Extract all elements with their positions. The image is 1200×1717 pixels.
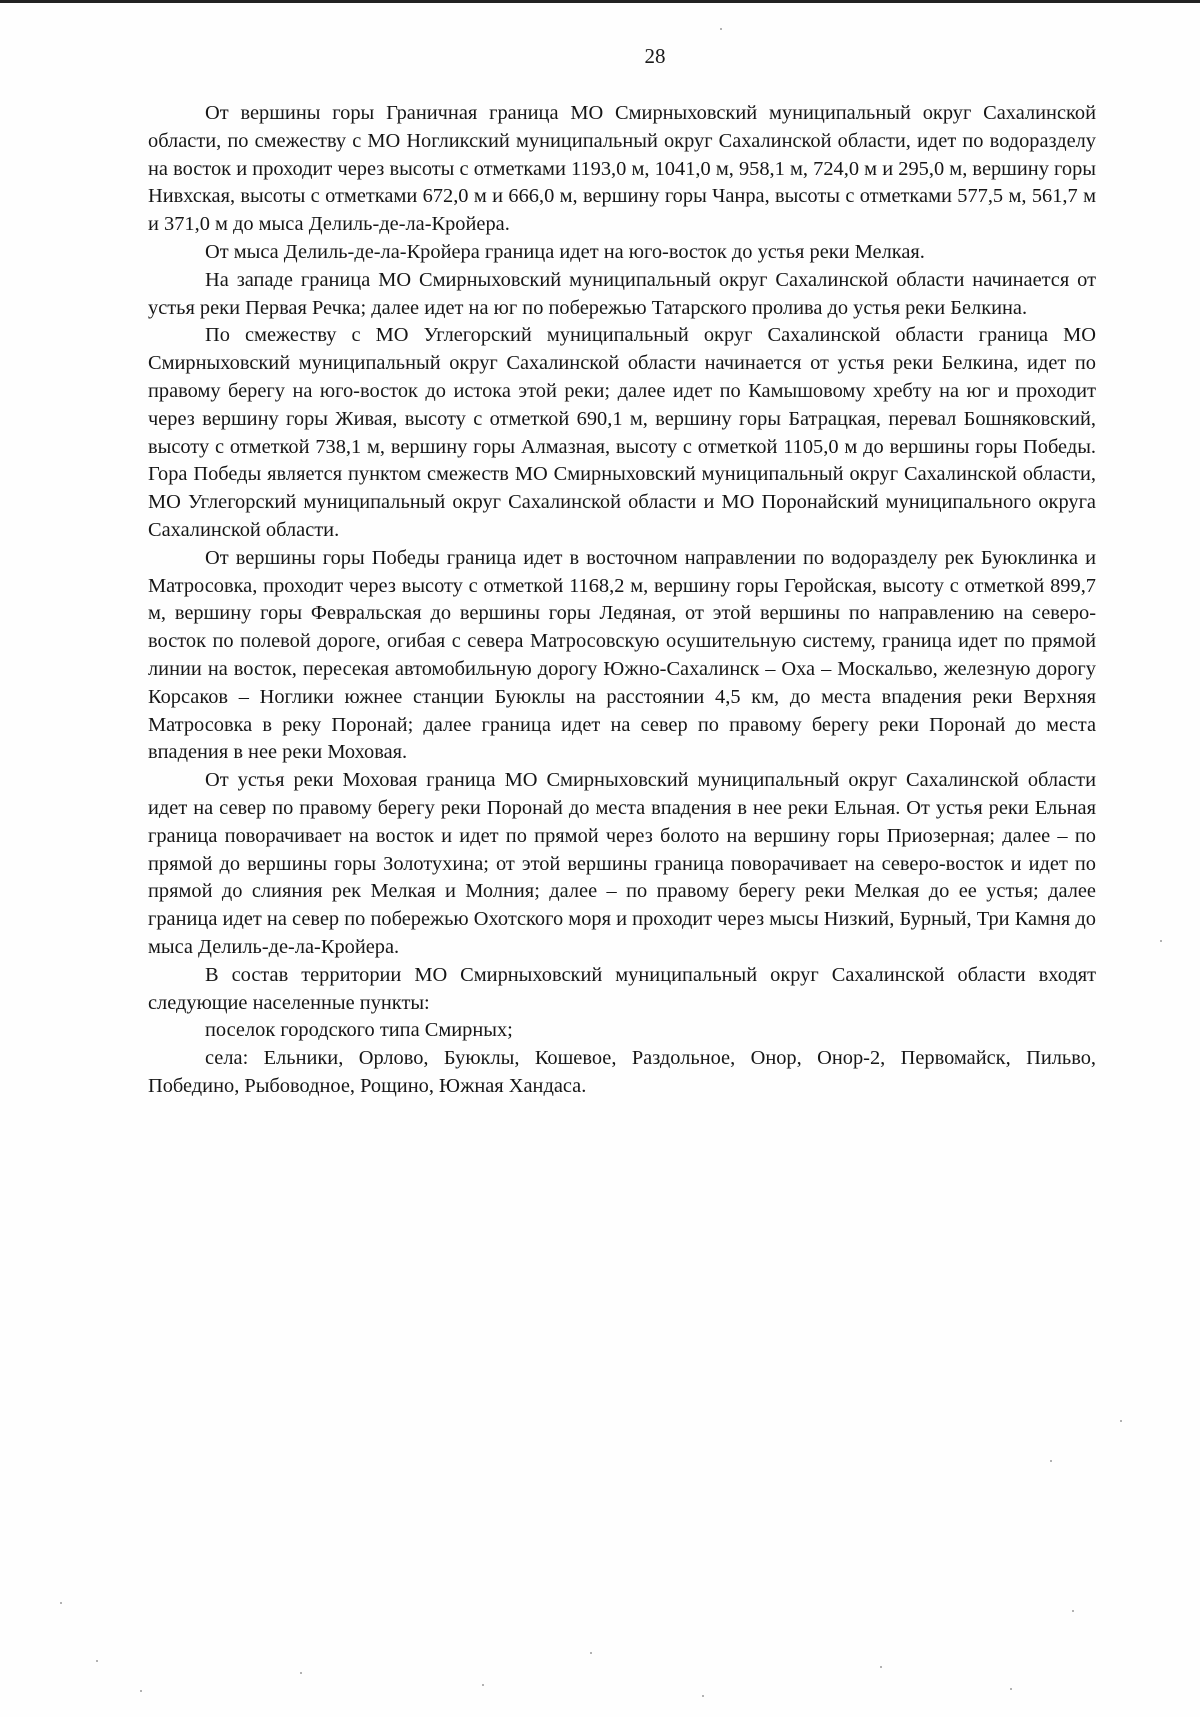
scan-speck [702, 1695, 704, 1697]
scan-speck [1120, 1420, 1122, 1422]
paragraph-7: В состав территории МО Смирныховский муниципальный округ Сахалинской области входят следующие населенные пункты: [148, 963, 1096, 1014]
scan-speck [482, 1684, 484, 1686]
paragraph-1: От вершины горы Граничная граница МО Смирныховский муниципальный округ Сахалинской области, по смежеству с МО Ногликский муниципальный округ Сахалинской области, идет по водоразделу на восток и проходит через высоты с отметками 1193,0 м, 1041,0 м, 958,1 м, 724,0 м и 295,0 м, вершину горы Нивхская, высоты с отметками 672,0 м и 666,0 м, вершину горы Чанра, высоты с отметками 577,5 м, 561,7 м и 371,0 м до мыса Делиль-де-ла-Кройера. [148, 102, 1096, 236]
scan-speck [300, 1672, 302, 1674]
scan-speck [60, 1602, 62, 1604]
scan-speck [140, 1690, 142, 1692]
paragraph-3: На западе граница МО Смирныховский муниципальный округ Сахалинской области начинается от устья реки Первая Речка; далее идет на юг по побережью Татарского пролива до устья реки Белкина. [148, 268, 1096, 319]
paragraph-6: От устья реки Моховая граница МО Смирныховский муниципальный округ Сахалинской области идет на север по правому берегу реки Поронай до места впадения в нее реки Ельная. От устья реки Ельная граница поворачивает на восток и идет по прямой через болото на вершину горы Приозерная; далее – по прямой до вершины горы Золотухина; от этой вершины граница поворачивает на северо-восток и идет по прямой до слияния рек Мелкая и Молния; далее – по правому берегу реки Мелкая до ее устья; далее граница идет на север по побережью Охотского моря и проходит через мысы Низкий, Бурный, Три Камня до мыса Делиль-де-ла-Кройера. [148, 769, 1096, 958]
paragraph-4: По смежеству с МО Углегорский муниципальный округ Сахалинской области граница МО Смирныховский муниципальный округ Сахалинской области начинается от устья реки Белкина, идет по правому берегу на юго-восток до истока этой реки; далее идет по Камышовому хребту на юг и проходит через вершину горы Живая, высоту с отметкой 690,1 м, вершину горы Батрацкая, перевал Бошняковский, высоту с отметкой 738,1 м, вершину горы Алмазная, высоту с отметкой 1105,0 м до вершины горы Победы. Гора Победы является пунктом смежеств МО Смирныховский муниципальный округ Сахалинской области, МО Углегорский муниципальный округ Сахалинской области и МО Поронайский муниципального округа Сахалинской области. [148, 324, 1096, 541]
scan-speck [590, 1652, 592, 1654]
scan-speck [1050, 1460, 1052, 1462]
scan-speck [1072, 1610, 1074, 1612]
page-number: 28 [644, 44, 666, 68]
paragraph-5: От вершины горы Победы граница идет в восточном направлении по водоразделу рек Буюклинка и Матросовка, проходит через высоту с отметкой 1168,2 м, вершину горы Геройская, высоту с отметкой 899,7 м, вершину горы Февральская до вершины горы Ледяная, от этой вершины по направлению на северо-восток по полевой дороге, огибая с севера Матросовскую осушительную систему, граница идет по прямой линии на восток, пересекая автомобильную дорогу Южно-Сахалинск – Оха – Москальво, железную дорогу Корсаков – Ноглики южнее станции Буюклы на расстоянии 4,5 км, до места впадения реки Верхняя Матросовка в реку Поронай; далее граница идет на север по правому берегу реки Поронай до места впадения в нее реки Моховая. [148, 546, 1096, 764]
paragraph-9: села: Ельники, Орлово, Буюклы, Кошевое, Раздольное, Онор, Онор-2, Первомайск, Пильво, Победино, Рыбоводное, Рощино, Южная Хандаса. [148, 1047, 1096, 1097]
document-body [148, 100, 1096, 1101]
scan-speck [720, 28, 722, 30]
scan-speck [96, 1660, 98, 1662]
scan-speck [1010, 1688, 1012, 1690]
top-scan-edge [0, 0, 1200, 3]
scan-speck [880, 1666, 882, 1668]
paragraph-2: От мыса Делиль-де-ла-Кройера граница идет на юго-восток до устья реки Мелкая. [205, 240, 925, 263]
paragraph-8: поселок городского типа Смирных; [205, 1019, 513, 1042]
scan-speck [1160, 940, 1162, 942]
